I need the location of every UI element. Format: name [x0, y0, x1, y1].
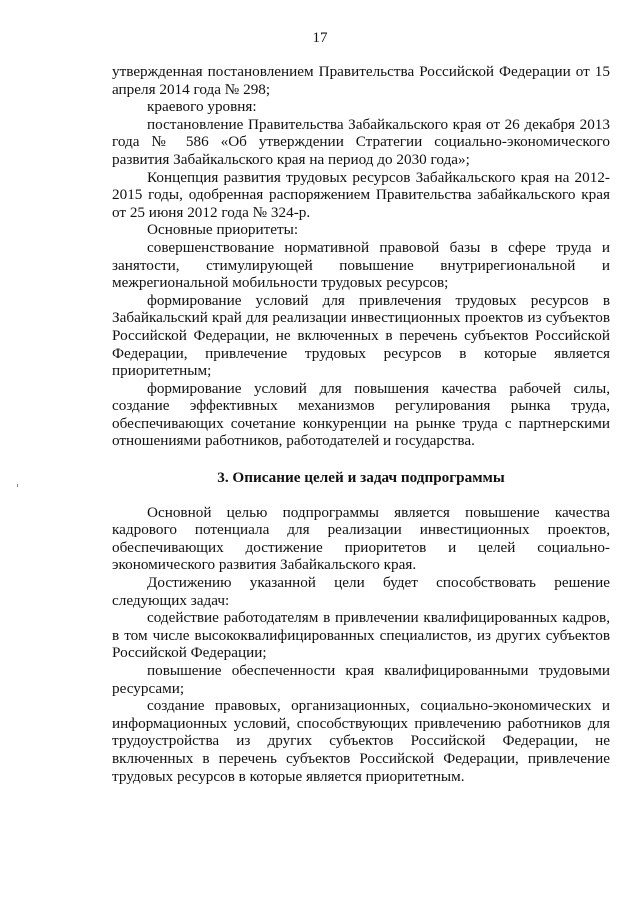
margin-mark	[17, 484, 18, 487]
paragraph: повышение обеспеченности края квалифицированными трудовыми ресурсами;	[112, 662, 610, 697]
paragraph: постановление Правительства Забайкальского края от 26 декабря 2013 года № 586 «Об утверждении Стратегии социально-экономического развития Забайкальского края на период до 2030 года»;	[112, 115, 610, 168]
paragraph: краевого уровня:	[147, 98, 257, 116]
paragraph: формирование условий для привлечения трудовых ресурсов в Забайкальский край для реализации инвестиционных проектов из субъектов Российской Федерации, не включенных в перечень субъектов Российской Федерации, привлечение трудовых ресурсов в которые является приоритетным;	[112, 291, 610, 380]
paragraph: создание правовых, организационных, социально-экономических и информационных условий, способствующих привлечению работников для трудоустройства из других субъектов Российской Федерации, не включенных в перечень субъектов Российской Федерации, привлечение трудовых ресурсов в которые является приоритетным.	[112, 697, 610, 785]
page-number: 17	[312, 30, 328, 46]
section-heading: 3. Описание целей и задач подпрограммы	[217, 469, 505, 487]
paragraph: утвержденная постановлением Правительства Российской Федерации от 15 апреля 2014 года № 298;	[112, 63, 610, 98]
paragraph: формирование условий для повышения качества рабочей силы, создание эффективных механизмов регулирования рынка труда, обеспечивающих сочетание конкуренции на рынке труда с партнерскими отношениями работников, работодателей и государства.	[112, 379, 610, 450]
paragraph: совершенствование нормативной правовой базы в сфере труда и занятости, стимулирующей повышение внутрирегиональной и межрегиональной мобильности трудовых ресурсов;	[112, 238, 610, 292]
paragraph: Основной целью подпрограммы является повышение качества кадрового потенциала для реализации инвестиционных проектов, обеспечивающих достижение приоритетов и целей социально-экономического развития Забайкальского края.	[112, 503, 610, 574]
paragraph: Концепция развития трудовых ресурсов Забайкальского края на 2012-2015 годы, одобренная распоряжением Правительства забайкальского края от 25 июня 2012 года № 324-р.	[112, 168, 610, 221]
paragraph: Достижению указанной цели будет способствовать решение следующих задач:	[112, 574, 610, 609]
document-body	[112, 63, 610, 785]
paragraph: содействие работодателям в привлечении квалифицированных кадров, в том числе высококвалифицированных специалистов, из других субъектов Российской Федерации;	[112, 609, 610, 662]
paragraph: Основные приоритеты:	[147, 221, 299, 239]
